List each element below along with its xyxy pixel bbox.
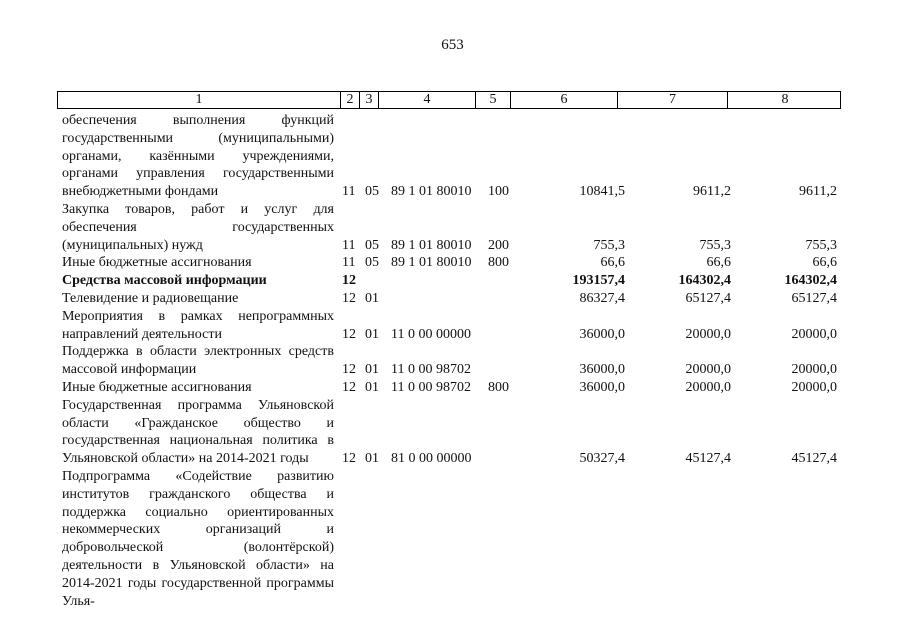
row-amount-col6: 50327,4	[579, 451, 625, 467]
row-subsection-code: 01	[365, 326, 379, 342]
column-header-1: 1	[195, 92, 203, 107]
row-amount-col8: 20000,0	[791, 379, 837, 395]
table-row	[0, 272, 905, 290]
row-subsection-code: 01	[365, 290, 379, 306]
row-name: Средства массовой информации	[62, 273, 267, 289]
column-header-2: 2	[340, 92, 359, 108]
row-target-article-code: 81 0 00 00000	[391, 451, 472, 467]
row-section-code: 12	[342, 290, 356, 306]
row-section-code: 11	[342, 255, 356, 271]
row-amount-col7: 66,6	[706, 255, 731, 271]
row-subsection-code: 01	[365, 362, 379, 378]
row-target-article-code: 89 1 01 80010	[391, 184, 472, 200]
column-header-7: 7	[617, 92, 727, 108]
column-header-4: 4	[378, 92, 475, 108]
row-amount-col6: 86327,4	[579, 290, 625, 306]
row-amount-col7: 20000,0	[685, 362, 731, 378]
table-row	[0, 343, 905, 379]
row-amount-col7: 45127,4	[685, 451, 731, 467]
row-amount-col8: 164302,4	[784, 273, 837, 289]
table-row	[0, 290, 905, 308]
row-amount-col8: 66,6	[812, 255, 837, 271]
column-header-5: 5	[475, 92, 510, 108]
row-amount-col6: 10841,5	[579, 184, 625, 200]
row-section-code: 12	[342, 379, 356, 395]
row-amount-col6: 755,3	[593, 237, 625, 253]
row-amount-col6: 36000,0	[579, 362, 625, 378]
row-amount-col7: 164302,4	[678, 273, 731, 289]
row-expense-type-code: 100	[488, 184, 509, 200]
row-target-article-code: 11 0 00 98702	[391, 379, 471, 395]
table-row	[0, 112, 905, 201]
row-section-code: 12	[342, 326, 356, 342]
row-section-code: 11	[342, 237, 356, 253]
row-amount-col8: 9611,2	[799, 184, 837, 200]
row-amount-col7: 9611,2	[693, 184, 731, 200]
row-name: Государственная программа Ульяновской области «Гражданское общество и государственная национальная политика в Ульяновской области» на 2014-2021 годы	[62, 397, 334, 467]
row-amount-col7: 20000,0	[685, 379, 731, 395]
table-row	[0, 397, 905, 468]
row-amount-col7: 755,3	[699, 237, 731, 253]
row-name: Подпрограмма «Содействие развитию институтов гражданского общества и поддержка социально ориентированных некоммерческих организаций и добровольческой (волонтёрской) деятельности в Ульяновской области» на 2014-2021 годы государственной программы Улья-	[62, 468, 334, 609]
table-row	[0, 468, 905, 610]
row-target-article-code: 11 0 00 00000	[391, 326, 471, 342]
column-header-6: 6	[510, 92, 617, 108]
table-header-row	[57, 91, 841, 109]
row-amount-col8: 20000,0	[791, 326, 837, 342]
row-expense-type-code: 800	[488, 255, 509, 271]
row-section-code: 12	[342, 273, 356, 289]
row-target-article-code: 89 1 01 80010	[391, 237, 472, 253]
row-amount-col7: 20000,0	[685, 326, 731, 342]
table-row	[0, 254, 905, 272]
page-number: 653	[441, 37, 464, 53]
row-subsection-code: 01	[365, 379, 379, 395]
row-amount-col6: 36000,0	[579, 326, 625, 342]
row-section-code: 12	[342, 362, 356, 378]
row-section-code: 12	[342, 451, 356, 467]
row-name: Мероприятия в рамках непрограммных направлений деятельности	[62, 308, 334, 342]
row-amount-col7: 65127,4	[685, 290, 731, 306]
row-amount-col8: 65127,4	[791, 290, 837, 306]
row-name: Иные бюджетные ассигнования	[62, 255, 252, 271]
row-amount-col8: 45127,4	[791, 451, 837, 467]
table-body	[0, 112, 905, 610]
row-name: Закупка товаров, работ и услуг для обеспечения государственных (муниципальных) нужд	[62, 201, 334, 253]
row-amount-col6: 66,6	[600, 255, 625, 271]
row-amount-col8: 20000,0	[791, 362, 837, 378]
row-target-article-code: 11 0 00 98702	[391, 362, 471, 378]
table-row	[0, 379, 905, 397]
row-amount-col6: 193157,4	[572, 273, 625, 289]
row-subsection-code: 01	[365, 451, 379, 467]
row-name: Иные бюджетные ассигнования	[62, 379, 252, 395]
row-subsection-code: 05	[365, 255, 379, 271]
row-amount-col6: 36000,0	[579, 379, 625, 395]
table-row	[0, 201, 905, 254]
row-expense-type-code: 800	[488, 379, 509, 395]
row-name: Поддержка в области электронных средств массовой информации	[62, 344, 334, 378]
row-name: обеспечения выполнения функций государственными (муниципальными) органами, казёнными учреждениями, органами управления государственными внебюджетными фондами	[62, 113, 334, 200]
table-row	[0, 308, 905, 344]
row-target-article-code: 89 1 01 80010	[391, 255, 472, 271]
column-header-8: 8	[727, 92, 842, 108]
row-subsection-code: 05	[365, 237, 379, 253]
row-name: Телевидение и радиовещание	[62, 290, 239, 306]
row-amount-col8: 755,3	[805, 237, 837, 253]
row-expense-type-code: 200	[488, 237, 509, 253]
row-section-code: 11	[342, 184, 356, 200]
column-header-3: 3	[359, 92, 378, 108]
row-subsection-code: 05	[365, 184, 379, 200]
